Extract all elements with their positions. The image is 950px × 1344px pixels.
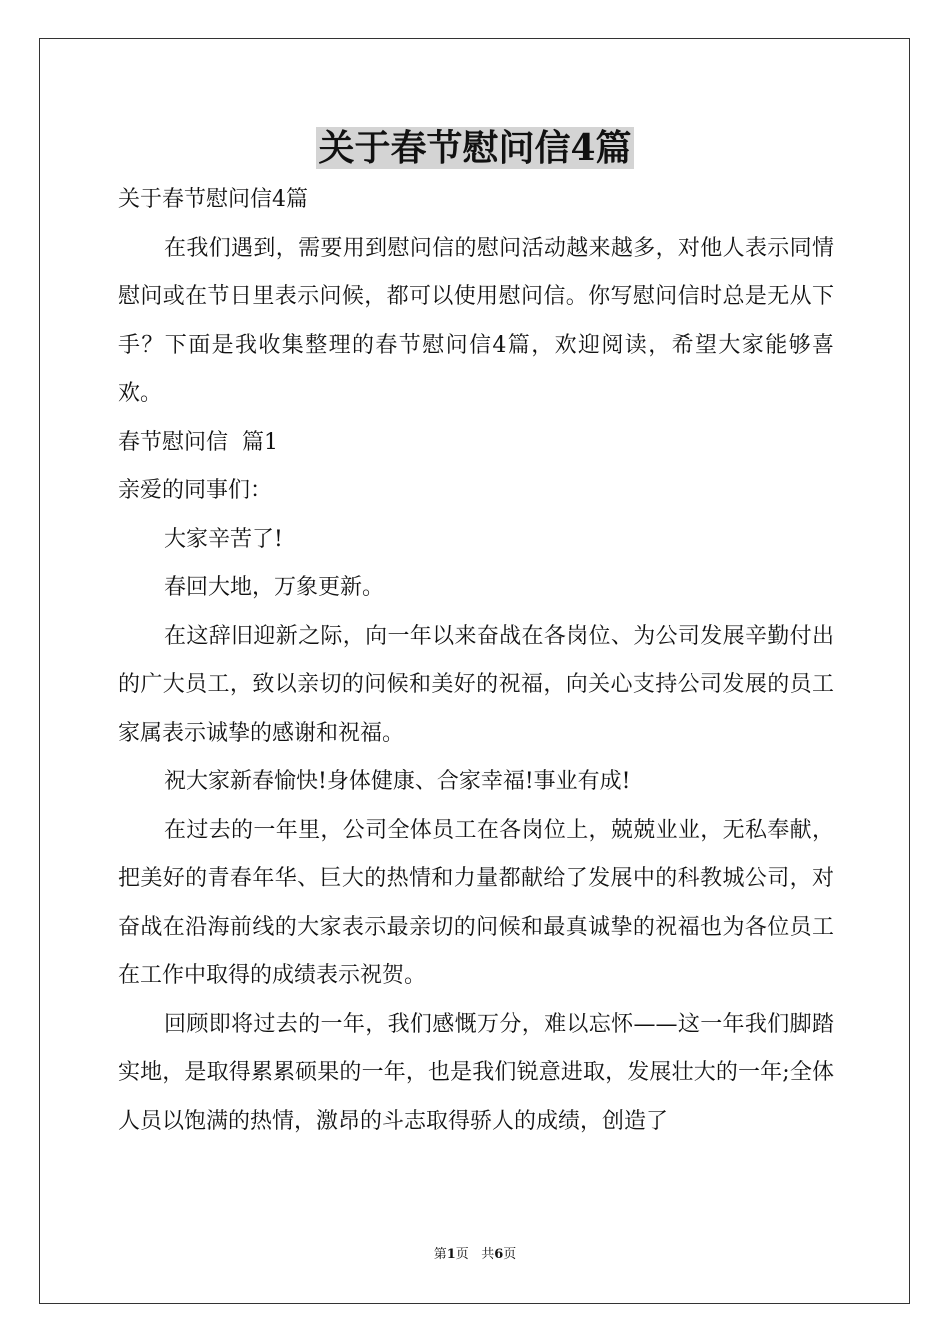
paragraph: 大家辛苦了! [164,526,283,552]
paragraph: 在过去的一年里，公司全体员工在各岗位上，兢兢业业，无私奉献，把美好的青春年华、巨大的热情和力量都献给了发展中的科教城公司，对奋战在沿海前线的大家表示最亲切的问候和最真诚挚的祝福也为各位员工在工作中取得的成绩表示祝贺。 [118,817,834,988]
current-page-number: 1 [446,1247,456,1262]
paragraph: 在我们遇到，需要用到慰问信的慰问活动越来越多，对他人表示同情慰问或在节日里表示问候，都可以使用慰问信。你写慰问信时总是无从下手？下面是我收集整理的春节慰问信4篇，欢迎阅读，希望大家能够喜欢。 [118,235,834,406]
page-footer [0,1246,950,1264]
total-suffix: 页 [503,1247,517,1262]
paragraph: 春回大地，万象更新。 [164,575,385,600]
total-prefix: 共 [481,1247,495,1262]
page-suffix: 页 [455,1247,469,1262]
paragraph: 关于春节慰问信4篇 [118,187,308,212]
salutation: 亲爱的同事们： [118,478,273,503]
total-page-count: 6 [494,1247,504,1262]
document-title [0,124,950,172]
section-heading: 春节慰问信 篇1 [118,429,278,455]
document-title-text: 关于春节慰问信4篇 [318,127,632,169]
page-prefix: 第 [433,1247,447,1262]
paragraph: 回顾即将过去的一年，我们感慨万分，难以忘怀——这一年我们脚踏实地，是取得累累硕果的一年，也是我们锐意进取，发展壮大的一年;全体人员以饱满的热情，激昂的斗志取得骄人的成绩，创造了 [118,1011,834,1134]
document-body [118,176,834,1146]
paragraph: 祝大家新春愉快!身体健康、合家幸福!事业有成! [164,769,631,794]
paragraph: 在这辞旧迎新之际，向一年以来奋战在各岗位、为公司发展辛勤付出的广大员工，致以亲切的问候和美好的祝福，向关心支持公司发展的员工家属表示诚挚的感谢和祝福。 [118,623,834,746]
